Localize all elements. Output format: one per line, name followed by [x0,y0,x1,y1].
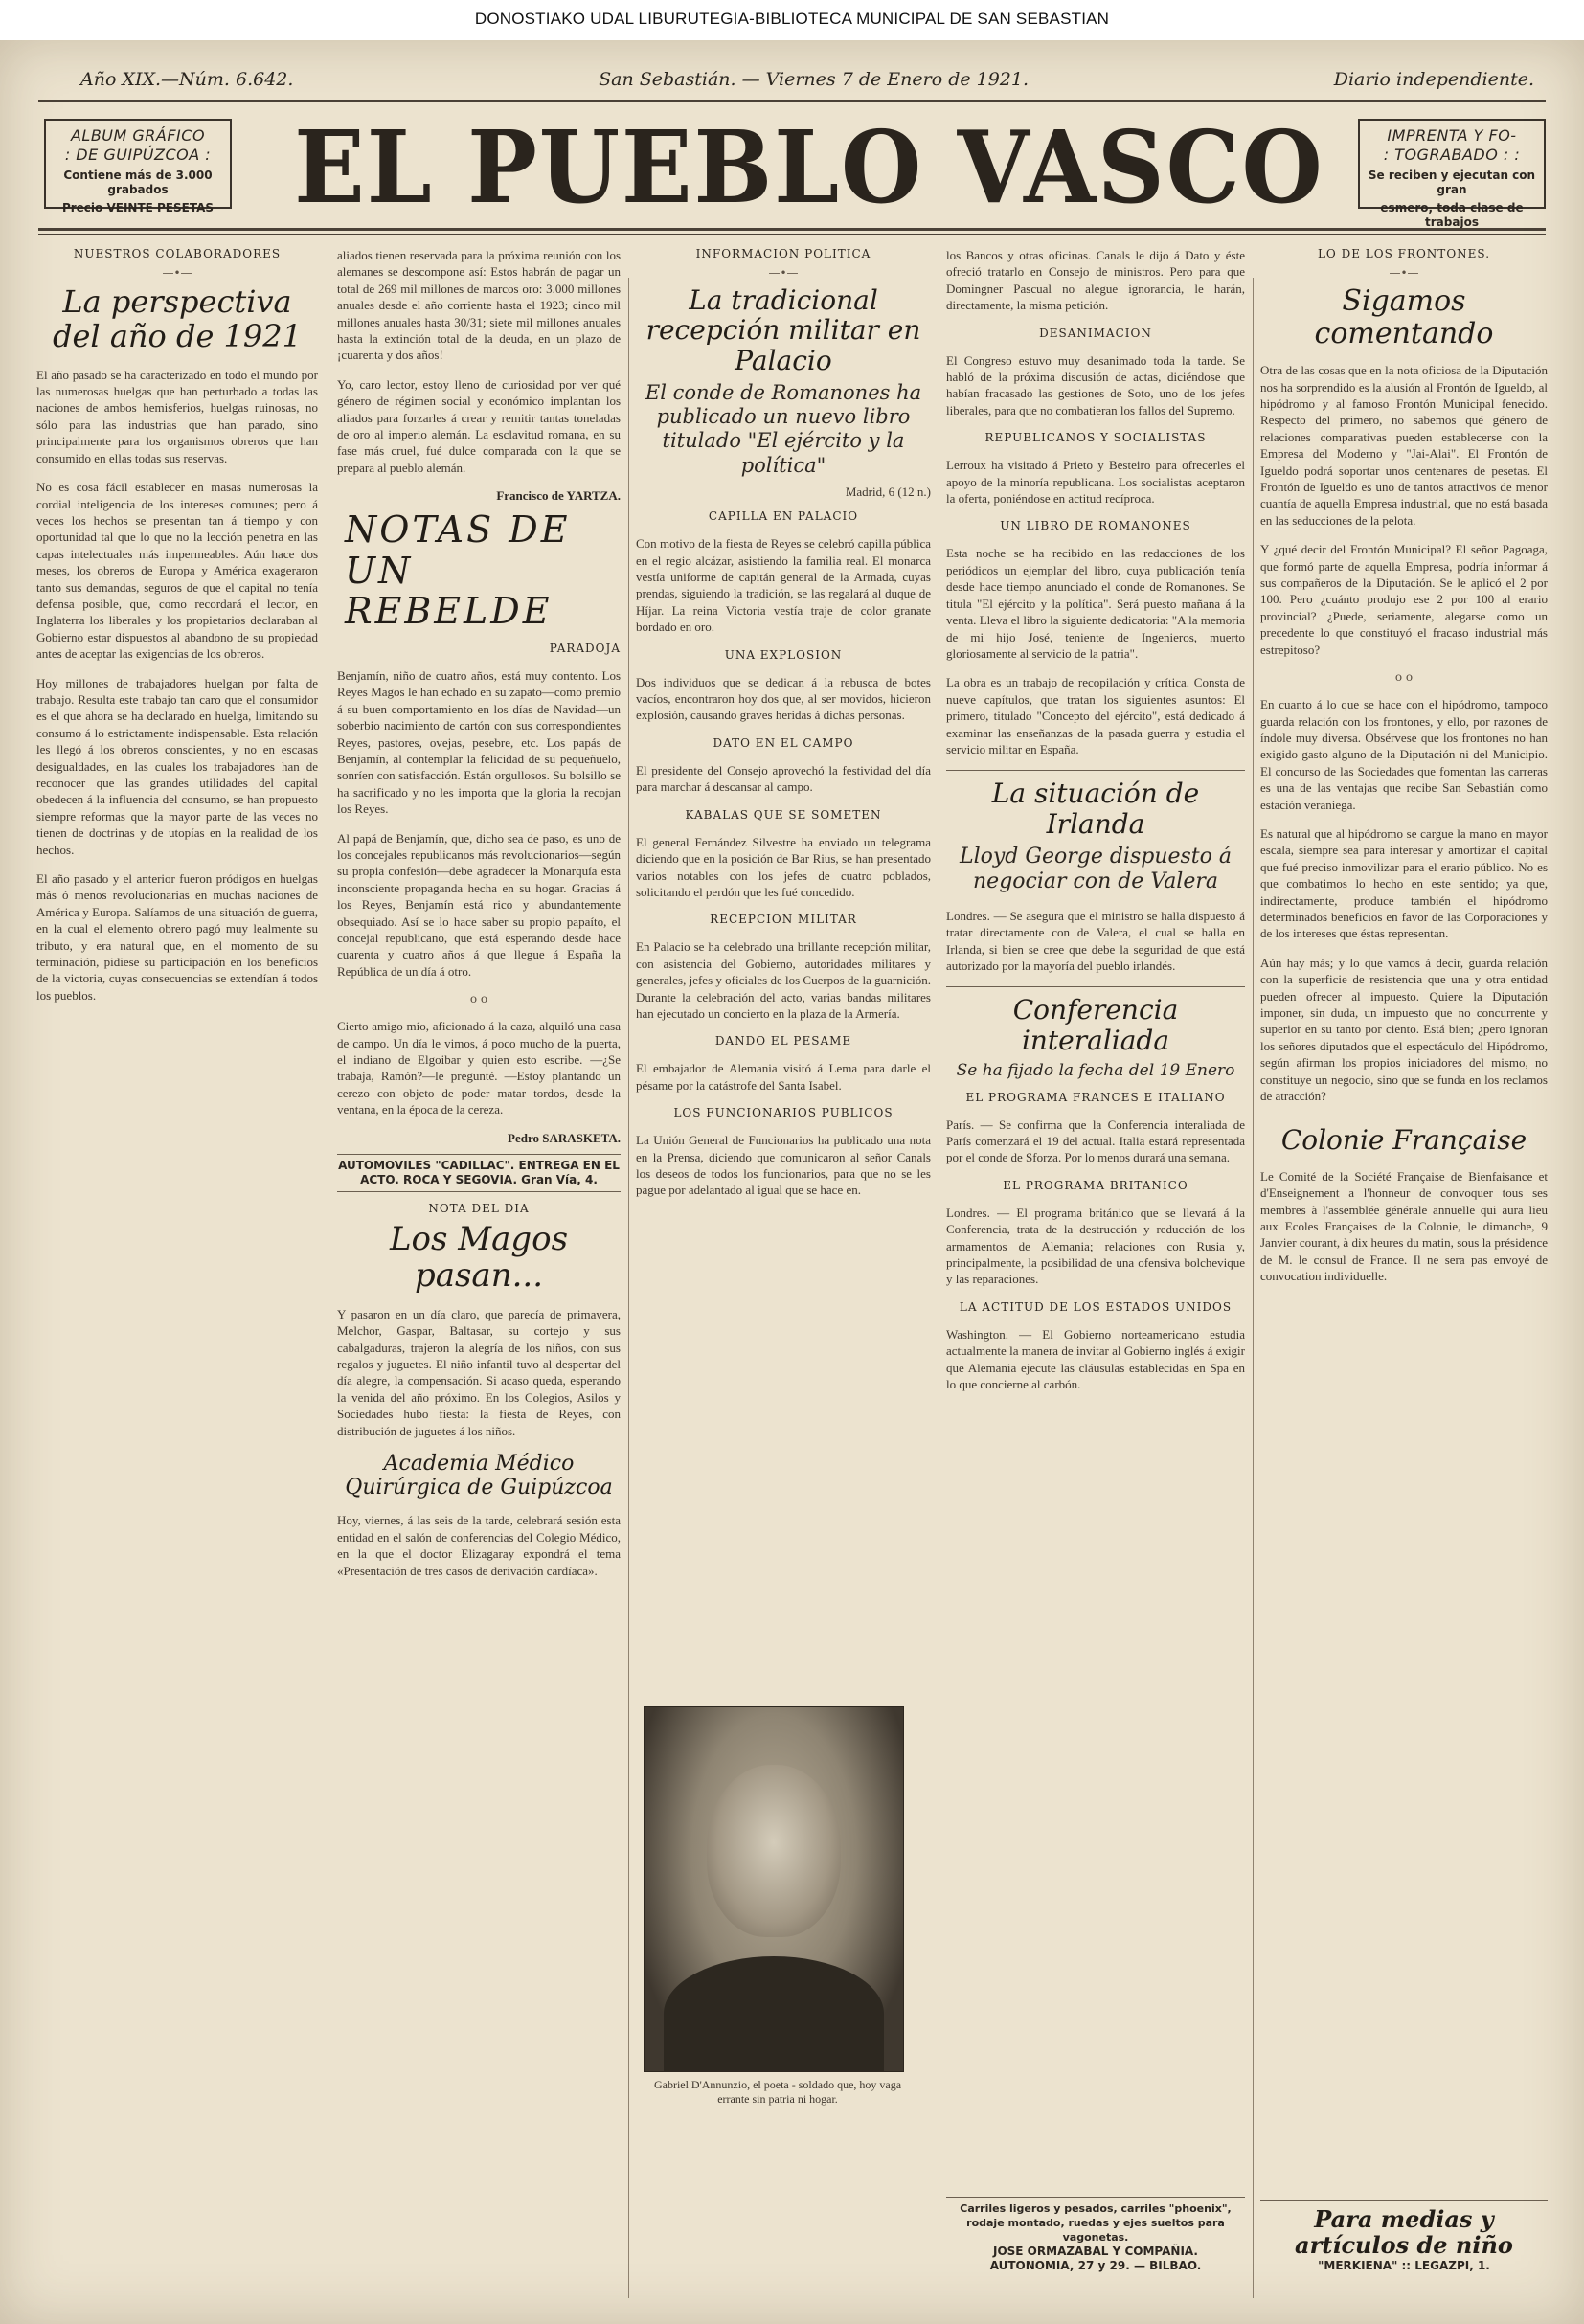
ornament: o o [469,992,488,1006]
section-rule [946,986,1245,987]
section-kicker: LO DE LOS FRONTONES. [1317,247,1491,260]
article-paragraph: Washington. — El Gobierno norteamericano estudia actualmente la manera de invitar al Gobierno inglés á exigir que Alemania ejecute las cláusulas establecidas en Spa en lo que concierne al carbón. [946,1326,1245,1392]
masthead: EL PUEBLO VASCO [294,108,1324,226]
masthead-rule [38,228,1546,231]
section-rule [946,770,1245,771]
article-paragraph: París. — Se confirma que la Conferencia interaliada de París comenzará el 19 del actual. Italia estará representada por el conde de Sforza. Por lo menos durará una semana. [946,1117,1245,1165]
section-heading: EL PROGRAMA FRANCES E ITALIANO [965,1090,1226,1104]
column-divider [1253,278,1254,2298]
article-paragraph: Esta noche se ha recibido en las redacciones de los periódicos un ejemplar del libro, cuya publicación tenía desde hace tiempo anunciado el conde de Romanones. Se titula "El ejército y la política". Será puesto mañana á la venta. Lleva el libro la siguiente dedicatoria: "A la memoria de mi hijo José, teniente de Ingenieros, muerto gloriosamente al servicio de la patria". [946,546,1245,661]
section-heading: DESANIMACION [1039,326,1152,340]
ad-line: "MERKIENA" :: LEGAZPI, 1. [1318,2258,1490,2272]
section-heading: UNA EXPLOSION [724,647,843,662]
photo-caption: Gabriel D'Annunzio, el poeta - soldado que, hoy vaga errante sin patria ni hogar. [653,2078,902,2106]
article-paragraph: El embajador de Alemania visitó á Lema para darle el pésame por la catástrofe del Santa Isabel. [636,1061,931,1093]
byline: Francisco de YARTZA. [496,488,621,504]
article-paragraph: El año pasado se ha caracterizado en todo el mundo por las numerosas huelgas que han perturbado a todas las naciones de ambos hemisferios, huelgas ruinosas, no sólo para las industrias que han parado, sino principalmente para los organismos obreros que han consumido en ellas todas sus reservas. [36,367,318,465]
article-headline: Sigamos comentando [1314,284,1494,350]
article-headline: NOTAS DE UN REBELDE [345,508,571,633]
ad-line: AUTONOMIA, 27 y 29. — BILBAO. [989,2259,1202,2272]
right-ear-ad [1358,119,1546,229]
article-paragraph: La Unión General de Funcionarios ha publicado una nota en la Prensa, diciendo que comunicaron al señor Canals los deseos de todos los funcionarios, para que no se les pague por adelantado al igual que se hace en. [636,1133,931,1198]
article-paragraph: El general Fernández Silvestre ha enviado un telegrama diciendo que en la posición de Bar Rius, se han presentado varios notables con los jefes de cuatro poblados, solicitando el perdón que les fué concedido. [636,834,931,899]
article-paragraph: Aún hay más; y lo que vamos á decir, guarda relación con la superficie de resistencia que una y otra entidad pueden ofrecer al impuesto. Quiere la Diputación imponer, sin duda, un impuesto que no concurrente y superior en su tanto por ciento. Está bien; ¿pero ignoran los señores diputados que el espectáculo del Hipódromo, según afirman los propios iniciadores del mismo, no constituye un negocio, sino que se funda en los reclamos de atracción? [1260,955,1548,1104]
article-headline: La tradicional recepción militar en Palacio [645,284,921,376]
section-heading: LA ACTITUD DE LOS ESTADOS UNIDOS [959,1299,1233,1314]
byline: Pedro SARASKETA. [508,1130,621,1145]
dateline [80,69,1534,98]
article-headline: La perspectiva del año de 1921 [53,283,302,354]
article-paragraph: Le Comité de la Société Française de Bienfaisance et d'Enseignement a l'honneur de convoquer tous ses membres à l'assemblée générale annuelle qui aura lieu aux Ecoles Françaises de la Colonie, le dimanche, 9 Janvier courant, à dix heures du matin, sous la présidence de M. le consul de France. Il ne sera pas envoyé de convocation individuelle. [1260,1168,1548,1284]
article-paragraph: Cierto amigo mío, aficionado á la caza, alquiló una casa de campo. Un día le vimos, á poco mucho de la puerta, el indiano de Elgoibar y quien esto escribe. —¿Se trabaja, Ramón?—le pregunté. —Estoy plantando un cerezo con objeto de poder matar tordos, desde la ventana, en la época de la cereza. [337,1019,621,1117]
article-paragraph: Londres. — Se asegura que el ministro se halla dispuesto á tratar directamente con de Valera, el cual se halla en Irlanda, si bien se cree que debe la seguridad de que está autorizado por la mayoría del pueblo irlandés. [946,908,1245,974]
section-heading: DANDO EL PESAME [714,1034,852,1049]
article-paragraph: El presidente del Consejo aprovechó la festividad del día para marchar á descansar al campo. [636,762,931,795]
column-divider [628,278,629,2298]
article-subheadline: Se ha fijado la fecha del 19 Enero [956,1061,1235,1081]
article-subheadline: El conde de Romanones ha publicado un nuevo libro titulado "El ejército y la política" [645,381,922,477]
article-paragraph: No es cosa fácil establecer en masas numerosas la cordial inteligencia de los intereses comunes; pero á veces los hechos se presentan tan á tiempo y con oportunidad tal que lo que no la lección penetra en las capas intelectuales más impermeables. Aún hace dos meses, los obreros de Europa y América exageraron tanto sus demandas, seguros de que el capital no tenía defensa posible, que, como recordará el lector, en Inglaterra los liberales y los propietarios declaraban al Gobierno estar dispuestos al abandono de su propiedad antes de aceptar las exigencias de los obreros. [36,480,318,662]
ornament: —•— [1389,266,1419,280]
left-ad-title: ALBUM GRÁFICO [70,126,206,145]
article-paragraph: Y pasaron en un día claro, que parecía de primavera, Melchor, Gaspar, Baltasar, su cortejo y sus cabalgaduras, trajeron la alegría de los niños, con sus regalos y juguetes. El niño infantil tuvo al despertar del día alegre, la compensación. Si acaso queda, esperando la venida del año próximo. En los Colegios, Asilos y Sociedades hubo fiesta: la fiesta de Reyes, con distribución de juguetes á los niños. [337,1306,621,1438]
ornament: —•— [768,266,799,280]
article-paragraph: Con motivo de la fiesta de Reyes se celebró capilla pública en el regio alcázar, asistiendo la familia real. El monarca vestía uniforme de capitán general de la Armada, cuyas prendas, siguiendo la tradición, se las regalará al duque de Híjar. La reina Victoria vestía traje de color granate bordado en oro. [636,536,931,635]
rail-advertisement [1260,2200,1548,2273]
article-paragraph: Dos individuos que se dedican á la rebusca de botes vacíos, encontraron hoy dos que, al ser movidos, hicieron explosión, causando graves heridas á dichas personas. [636,674,931,723]
section-heading: UN LIBRO DE ROMANONES [1000,519,1191,533]
article-paragraph: El Congreso estuvo muy desanimado toda la tarde. Se habló de la próxima discusión de actas, diciéndose que habían fracasado las gestiones de Soto, uno de los jefes liberales, para que no combatieran los fallos del Supremo. [946,352,1245,417]
article-paragraph: La obra es un trabajo de recopilación y crítica. Consta de nueve capítulos, que tratan los siguientes asuntos: El primero, titulado "Concepto del ejército", está dedicado á examinar las enseñanzas de la pasada guerra y estudia el servicio militar en España. [946,675,1245,756]
left-ad-line-1: Contiene más de 3.000 grabados [63,169,213,196]
article-paragraph: Lerroux ha visitado á Prieto y Besteiro para ofrecerles el apoyo de la minoría republicana. Los socialistas aceptaron la oferta, poniéndose en actitud recíproca. [946,458,1245,507]
section-heading: EL PROGRAMA BRITANICO [1003,1178,1188,1192]
column-2 [337,243,621,2273]
article-paragraph: Otra de las cosas que en la nota oficiosa de la Diputación nos ha sorprendido es la alusión al Frontón de Igueldo, al hipódromo y al famoso Frontón Municipal fenecido. Respecto del primero, no sabemos qué género de relaciones comparativas pueden establecerse con la Empresa del Moderno y "Jai-Alai". El Frontón de Igueldo podrá soportar unos centenares de pesetas. El Frontón de Igueldo es uno de tantos atractivos de menor cuantía de aquella Empresa industrial, que no está basada en las seducciones de la pelota. [1260,363,1548,528]
article-paragraph: Es natural que al hipódromo se cargue la mano en mayor escala, siempre sea para interesar y amortizar el capital que fué preciso inmovilizar para el erario público. No es que combatimos lo hecho en este sentido; ya que, indirectamente, produce también el hipódromo determinados beneficios en favor de las Corporaciones y de los intereses que éstas representan. [1260,825,1548,941]
article-headline: La situación de Irlanda [991,778,1200,840]
article-paragraph: En cuanto á lo que se hace con el hipódromo, tampoco guarda relación con los frontones, y ello, por razones de índole muy diversa. Obsérvese que los frontones no han exigido gasto alguno de la Diputación ni del Municipio. El concurso de las Sociedades que fomentan las carreras es una de las ventajas que recibe San Sebastián como estación veraniega. [1260,697,1548,812]
article-subheadline: Lloyd George dispuesto á negociar con de Valera [959,845,1232,894]
left-ear-ad [44,119,232,214]
ornament: —•— [162,266,192,280]
section-kicker: NUESTROS COLABORADORES [73,247,282,260]
archive-header: DONOSTIAKO UDAL LIBURUTEGIA-BIBLIOTECA MUNICIPAL DE SAN SEBASTIAN [0,0,1584,38]
article-paragraph: Benjamín, niño de cuatro años, está muy contento. Los Reyes Magos le han echado en su zapato—como premio á su buen comportamiento en los días de Navidad—un soberbio nacimiento de cartón con sus correspondientes Reyes, pastores, ovejas, pesebre, etc. Los papás de Benjamín, al contemplar la felicidad de su pequeñuelo, sonríen con satisfacción. Están orgullosos. Su bolsillo se ha sacrificado y no les importa que la gloria la recojan los Reyes. [337,667,621,817]
section-heading: LOS FUNCIONARIOS PUBLICOS [673,1106,894,1120]
section-heading: RECEPCION MILITAR [710,913,857,927]
column-5 [1260,243,1548,2273]
article-paragraph: los Bancos y otras oficinas. Canals le dijo á Dato y éste ofreció tratarlo en Consejo de ministros. Pero para que Domingner Pascual no alegue ignorancia, le harán, directamente, la misma petición. [946,248,1245,313]
issue-date: San Sebastián. — Viernes 7 de Enero de 1921. [599,69,1030,90]
article-paragraph: aliados tienen reservada para la próxima reunión con los alemanes se descompone así: Estos habrán de pagar un total de 269 mil millones de marcos oro: 3.000 millones anuales desde el año corriente hasta el 1923; cinco mil millones anuales hasta 30/31; siete mil millones anuales hasta la extinción total de la deuda, en un plazo de ¡cuarenta y dos años! [337,248,621,363]
column-1 [36,243,318,2273]
portrait-coat [664,1956,884,2071]
article-paragraph: En Palacio se ha celebrado una brillante recepción militar, con asistencia del Gobierno, autoridades militares y generales, jefes y oficiales de los Cuerpos de la guarnición. Durante la celebración del acto, varias bandas militares han ejecutado un concierto en la plaza de la Armería. [636,939,931,1021]
portrait-photo [644,1706,904,2072]
right-ad-title: IMPRENTA Y FO- [1387,126,1517,145]
right-ad-title-2: : TOGRABADO : : [1383,146,1521,164]
right-ad-line-2: esmero, toda clase de trabajos [1380,201,1524,229]
ad-line: Carriles ligeros y pesados, carriles "phoenix", rodaje montado, ruedas y ejes sueltos para vagonetas. [960,2202,1232,2244]
article-paragraph: Hoy, viernes, á las seis de la tarde, celebrará sesión esta entidad en el salón de conferencias del Colegio Médico, en la que el doctor Elizagaray expondrá el tema «Presentación de tres casos de derivación cardíaca». [337,1513,621,1578]
newspaper-page [0,40,1584,2324]
advertisement: AUTOMOVILES "CADILLAC". ENTREGA EN EL ACTO. ROCA Y SEGOVIA. Gran Vía, 4. [337,1154,621,1192]
section-kicker: INFORMACION POLITICA [695,247,871,260]
top-rule [38,100,1546,102]
article-headline: Colonie Française [1280,1124,1527,1157]
right-ad-line-1: Se reciben y ejecutan con gran [1368,169,1536,196]
ad-line: JOSE ORMAZABAL Y COMPAÑIA. [993,2245,1198,2258]
section-kicker: NOTA DEL DIA [428,1201,530,1215]
tagline: Diario independiente. [1333,69,1534,90]
section-heading: CAPILLA EN PALACIO [708,509,859,524]
column-4 [946,243,1245,2273]
article-paragraph: Hoy millones de trabajadores huelgan por falta de trabajo. Resulta este trabajo tan caro que el consumidor es el que ahora se ha declarado en huelga, limitando su consumo á lo estrictamente indispensable. Esta relación les llegó á los obreros conscientes, y no en escasas desigualdades, en las cuales los trabajadores han de reconocer que las grandes utilidades del capital obedecen á la influencia del consumo, se han propuesto siempre reformas que la mayor parte de las veces no tienen de doctrinas y de utopías en la realidad de los hechos. [36,675,318,857]
article-paragraph: Al papá de Benjamín, que, dicho sea de paso, es uno de los concejales republicanos más revolucionarios—según su propia confesión—debe agradecer la Monarquía esta inconsciente propaganda hecha en su hogar. Gracias á los Reyes, Benjamín está rico y abundantemente obsequiado. Así se lo hace saber su propio papaíto, el concejal republicano, que está esperando desde hace cuarenta y cuatro años á que llegue á España la República de un día á otro. [337,830,621,979]
section-heading: REPUBLICANOS Y SOCIALISTAS [984,431,1207,445]
article-kicker: PARADOJA [549,641,621,655]
article-headline: Conferencia interaliada [1012,994,1179,1056]
left-ad-title-2: : DE GUIPÚZCOA : [64,146,212,164]
article-dateline: Madrid, 6 (12 n.) [845,484,931,499]
portrait-face [707,1765,841,1937]
section-heading: DATO EN EL CAMPO [713,735,854,750]
section-heading: KABALAS QUE SE SOMETEN [685,807,882,822]
ad-headline: Para medias y artículos de niño [1295,2205,1513,2259]
article-paragraph: Londres. — El programa británico que se llevará á la Conferencia, trata de la destrucción y reducción de los armamentos de Alemania; relaciones con Rusia y, principalmente, la posibilidad de una ofensiva bolchevique y las reparaciones. [946,1205,1245,1287]
article-headline: Academia Médico Quirúrgica de Guipúzcoa [345,1452,613,1500]
rail-advertisement [946,2197,1245,2273]
masthead-rule-thin [38,234,1546,235]
article-paragraph: Yo, caro lector, estoy lleno de curiosidad por ver qué género de régimen social y económico implantan los aliados para forzarles á crear y remitir tantas toneladas de oro al imperio alemán. La esclavitud romana, en su fase más cruel, fué dulce comparada con la que se prepara al pueblo alemán. [337,376,621,475]
article-paragraph: Y ¿qué decir del Frontón Municipal? El señor Pagoaga, que formó parte de aquella Empresa, podría informar á sus compañeros de la Diputación. Se le aplicó el 2 por 100. Pero ¿cuánto produjo ese 2 por 100 al erario provincial? ¿Puede, seriamente, alegarse como un precedente lo que constituyó el fracaso industrial más estrepitoso? [1260,542,1548,657]
article-paragraph: El año pasado y el anterior fueron pródigos en huelgas más ó menos revolucionarias en muchas naciones de América y Europa. Salíamos de una situación de guerra, en la cual el elemento obrero pagó muy lealmente su tributo, y era natural que, en el momento de su terminación, pidiese su participación en los beneficios de la victoria, cuyas consecuencias se extendían á todos los pueblos. [36,871,318,1003]
issue-number: Año XIX.—Núm. 6.642. [80,69,294,90]
article-headline: Los Magos pasan... [389,1219,569,1295]
left-ad-line-2: Precio VEINTE PESETAS [61,201,215,214]
ornament: o o [1394,670,1414,685]
